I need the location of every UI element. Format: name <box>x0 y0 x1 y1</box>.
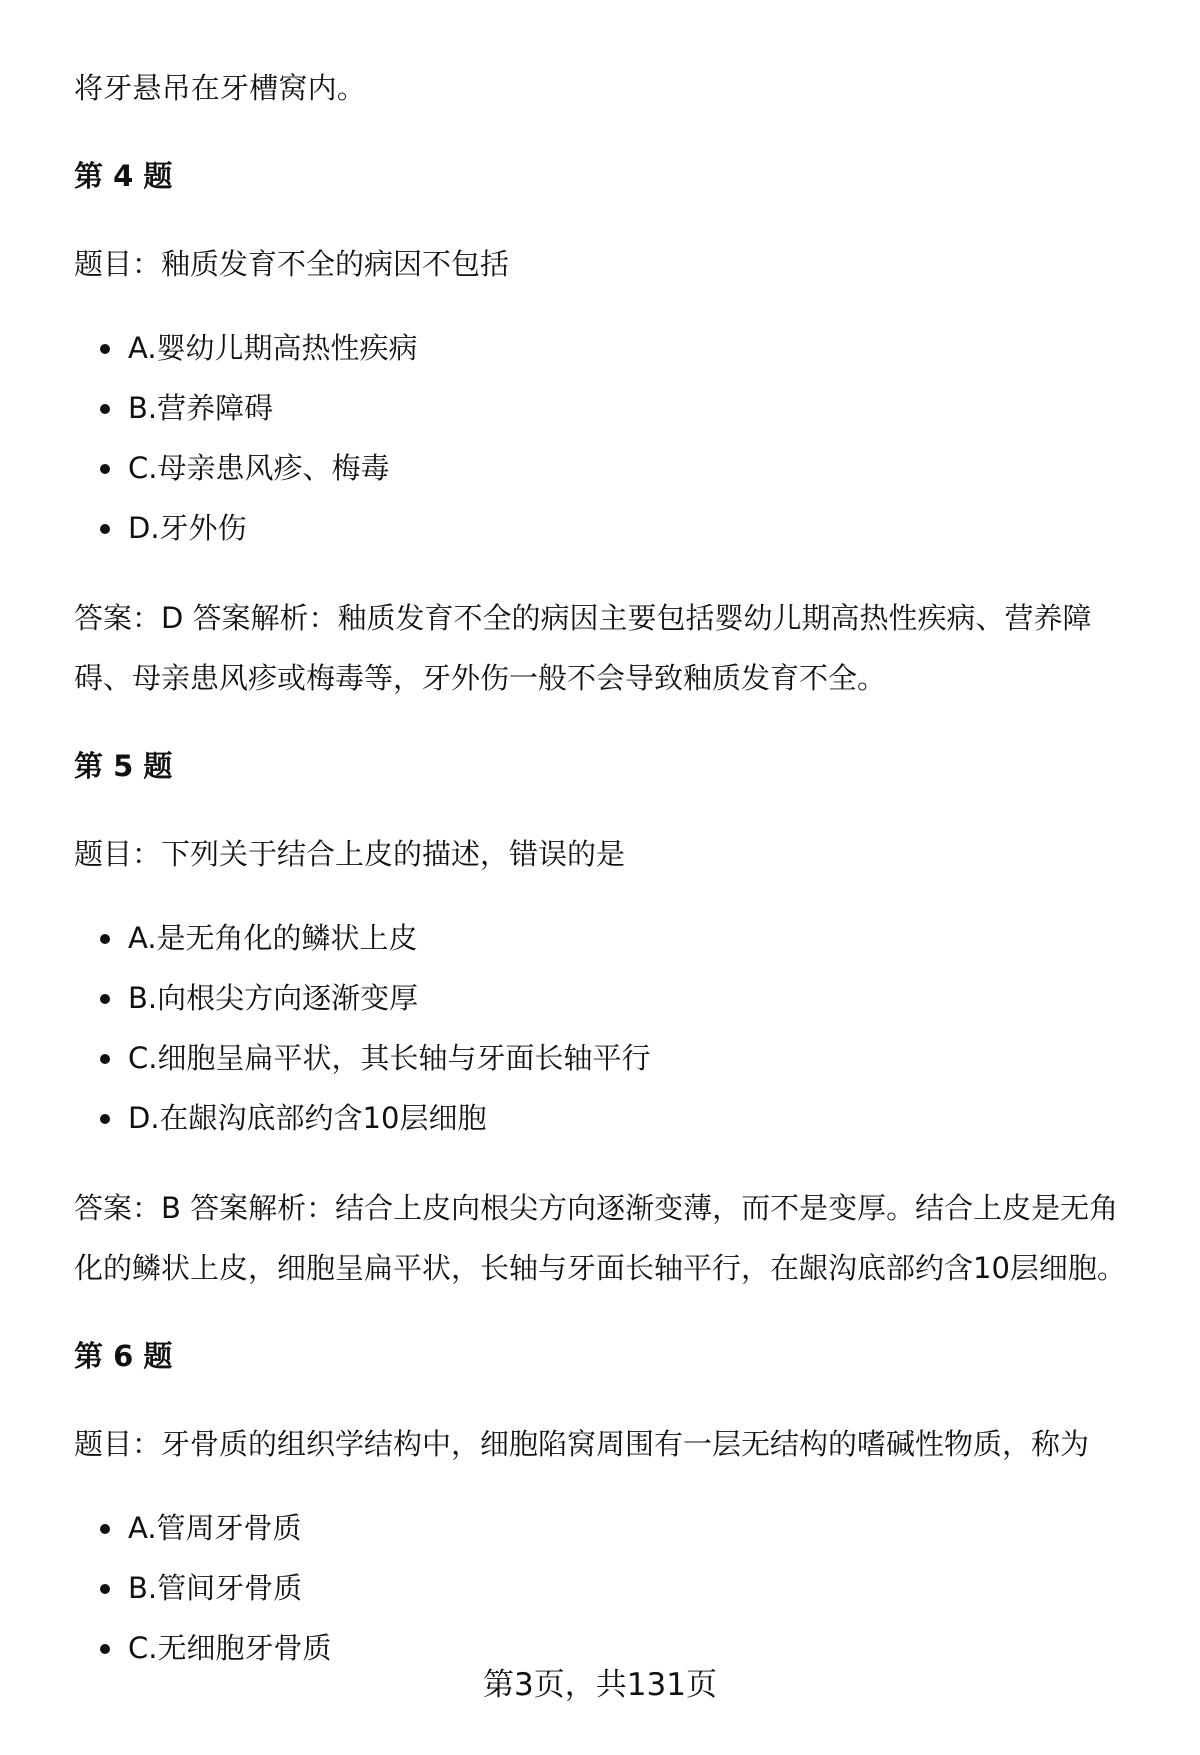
bullet-icon <box>100 524 110 534</box>
bullet-icon <box>100 1584 110 1594</box>
option-item <box>74 1498 1144 1558</box>
options-list <box>74 1498 1144 1678</box>
option-text: B.向根尖方向逐渐变厚 <box>128 981 419 1015</box>
option-text: C.细胞呈扁平状，其长轴与牙面长轴平行 <box>128 1041 651 1075</box>
option-text: C.无细胞牙骨质 <box>128 1631 332 1665</box>
question-heading: 第 6 题 <box>74 1339 173 1373</box>
option-text: B.管间牙骨质 <box>128 1571 303 1605</box>
option-item <box>74 318 1144 378</box>
option-text: C.母亲患风疹、梅毒 <box>128 451 390 485</box>
bullet-icon <box>100 464 110 474</box>
answer-text: 答案：D 答案解析：釉质发育不全的病因主要包括婴幼儿期高热性疾病、营养障碍、母亲患风疹或梅毒等，牙外伤一般不会导致釉质发育不全。 <box>74 601 1092 695</box>
question-heading: 第 4 题 <box>74 159 173 193</box>
question-text: 题目：釉质发育不全的病因不包括 <box>74 247 510 281</box>
option-item <box>74 1028 1144 1088</box>
question-heading: 第 5 题 <box>74 749 173 783</box>
option-text: B.营养障碍 <box>128 391 274 425</box>
question-block <box>74 1326 1144 1678</box>
bullet-icon <box>100 1524 110 1534</box>
option-text: A.婴幼儿期高热性疾病 <box>128 331 418 365</box>
option-item <box>74 908 1144 968</box>
options-list <box>74 908 1144 1148</box>
page-number: 第3页，共131页 <box>483 1667 717 1703</box>
bullet-icon <box>100 1114 110 1124</box>
option-text: D.牙外伤 <box>128 511 247 545</box>
option-text: A.是无角化的鳞状上皮 <box>128 921 418 955</box>
bullet-icon <box>100 994 110 1004</box>
option-item <box>74 438 1144 498</box>
question-text: 题目：下列关于结合上皮的描述，错误的是 <box>74 837 626 871</box>
bullet-icon <box>100 1054 110 1064</box>
option-text: D.在龈沟底部约含10层细胞 <box>128 1101 487 1135</box>
option-item <box>74 968 1144 1028</box>
answer-text: 答案：B 答案解析：结合上皮向根尖方向逐渐变薄，而不是变厚。结合上皮是无角化的鳞状上皮，细胞呈扁平状，长轴与牙面长轴平行，在龈沟底部约含10层细胞。 <box>74 1191 1126 1285</box>
question-block <box>74 736 1144 1298</box>
option-item <box>74 498 1144 558</box>
bullet-icon <box>100 344 110 354</box>
bullet-icon <box>100 1644 110 1654</box>
option-text: A.管周牙骨质 <box>128 1511 302 1545</box>
bullet-icon <box>100 404 110 414</box>
question-block <box>74 146 1144 708</box>
options-list <box>74 318 1144 558</box>
bullet-icon <box>100 934 110 944</box>
question-text: 题目：牙骨质的组织学结构中，细胞陷窝周围有一层无结构的嗜碱性物质，称为 <box>74 1427 1090 1461</box>
option-item <box>74 378 1144 438</box>
intro-text: 将牙悬吊在牙槽窝内。 <box>74 71 367 105</box>
document-content <box>74 58 1144 1708</box>
option-item <box>74 1088 1144 1148</box>
option-item <box>74 1558 1144 1618</box>
